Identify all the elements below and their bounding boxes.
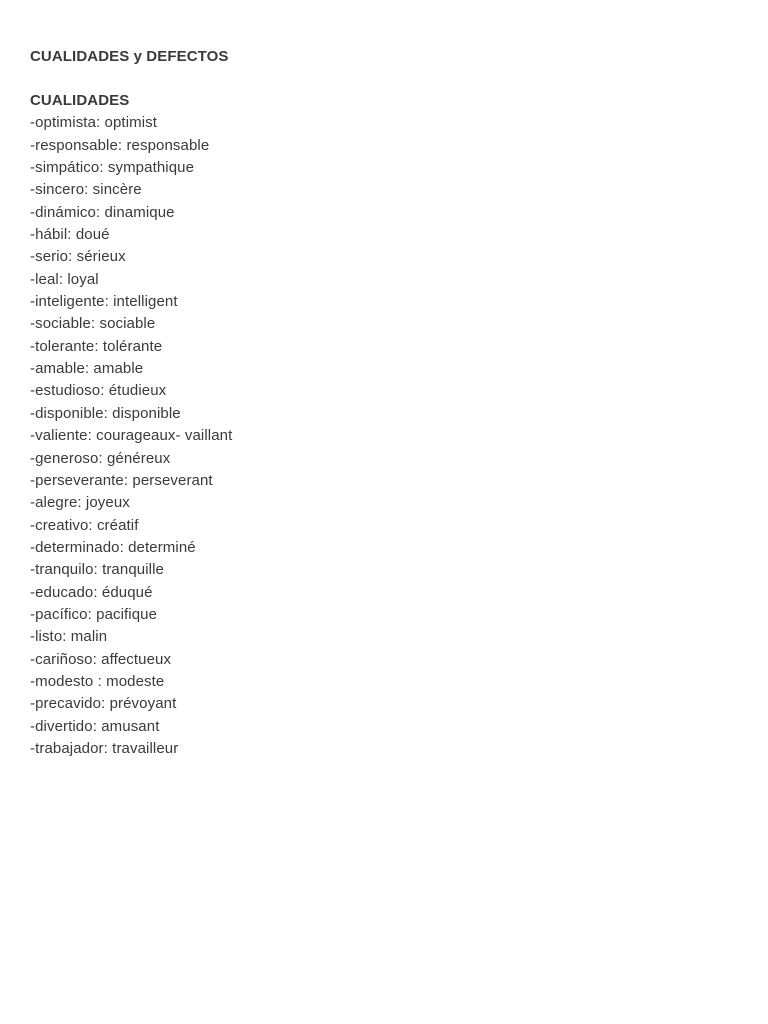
vocabulary-entry: -tolerante: tolérante: [30, 337, 163, 355]
vocabulary-entry: -serio: sérieux: [30, 248, 126, 266]
vocabulary-entry: -amable: amable: [30, 360, 144, 378]
vocabulary-entry: -modesto : modeste: [30, 672, 165, 690]
vocabulary-entry: -hábil: doué: [30, 226, 110, 244]
vocabulary-entry: -educado: éduqué: [30, 583, 153, 601]
vocabulary-entry: -sincero: sincère: [30, 181, 142, 199]
vocabulary-entry: -cariñoso: affectueux: [30, 650, 172, 668]
vocabulary-entry: -determinado: determiné: [30, 538, 196, 556]
section-heading-cualidades: CUALIDADES: [30, 92, 130, 109]
vocabulary-entry: -trabajador: travailleur: [30, 739, 179, 757]
note-title: CUALIDADES y DEFECTOS: [30, 48, 229, 65]
vocabulary-entry: -disponible: disponible: [30, 404, 181, 422]
vocabulary-entry: -simpático: sympathique: [30, 159, 195, 177]
vocabulary-entry: -precavido: prévoyant: [30, 695, 177, 713]
vocabulary-entry: -optimista: optimist: [30, 114, 158, 132]
vocabulary-entry: -creativo: créatif: [30, 516, 139, 534]
vocabulary-entry: -listo: malin: [30, 628, 108, 646]
vocabulary-entry: -alegre: joyeux: [30, 494, 130, 512]
vocabulary-entry: -perseverante: perseverant: [30, 471, 213, 489]
vocabulary-entry: -estudioso: étudieux: [30, 382, 167, 400]
vocabulary-entry: -dinámico: dinamique: [30, 203, 175, 221]
vocabulary-entry: -tranquilo: tranquille: [30, 561, 164, 579]
note-body[interactable]: [30, 46, 730, 760]
vocabulary-list: [30, 112, 730, 760]
vocabulary-entry: -valiente: courageaux- vaillant: [30, 427, 233, 445]
vocabulary-entry: -generoso: généreux: [30, 449, 171, 467]
vocabulary-entry: -sociable: sociable: [30, 315, 156, 333]
vocabulary-entry: -responsable: responsable: [30, 136, 210, 154]
vocabulary-entry: -inteligente: intelligent: [30, 293, 178, 311]
vocabulary-entry: -divertido: amusant: [30, 717, 160, 735]
vocabulary-entry: -leal: loyal: [30, 270, 99, 288]
vocabulary-entry: -pacífico: pacifique: [30, 605, 158, 623]
